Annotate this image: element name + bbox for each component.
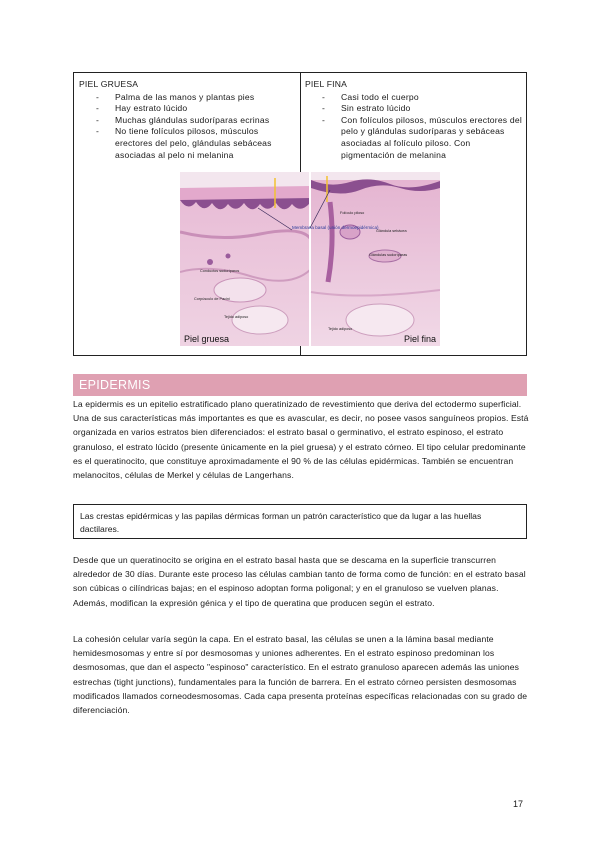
label-sweat-glands: Glándulas sudoríparas (369, 253, 408, 257)
list-item: - Sin estrato lúcido (305, 103, 523, 115)
thin-skin-list (305, 92, 523, 162)
thin-skin-title: PIEL FINA (305, 79, 348, 89)
thick-skin-micrograph (180, 172, 310, 346)
list-item: - Muchas glándulas sudoríparas ecrinas (79, 115, 297, 127)
paragraph-intro: La epidermis es un epitelio estratificado plano queratinizado de revestimiento que deriva del ectodermo superficial. Una de sus características más importantes es que es avascular, es decir, no posee vasos sanguíneos propios. Está organizada en varios estratos bien diferenciados: el estrato basal o germinativo, el estrato espinoso, el estrato granuloso, el estrato lúcido (presente únicamente en la piel gruesa) y el estrato córneo. El tipo celular predominante es el queratinocito, que constituye aproximadamente el 90 % de las células epidérmicas. También se encuentran melanocitos, células de Merkel y células de Langerhans. (73, 399, 529, 481)
thin-skin-micrograph (310, 172, 440, 346)
paragraph-cohesion: La cohesión celular varía según la capa. En el estrato basal, las células se unen a la lámina basal mediante hemidesmosomas y entre sí por desmosomas y uniones adherentes. En el estrato espinoso predominan los desmosomas, que dan el aspecto "espinoso" característico. En el estrato granuloso aparecen además las uniones estrechas (tight junctions), fundamentales para la función de barrera. En el estrato córneo persisten desmosomas modificados llamados corneodesmosomas. Cada capa presenta proteínas específicas relacionadas con su grado de diferenciación. (73, 634, 528, 716)
label-pacini: Corpúsculo de Pacini (194, 297, 230, 301)
section-header (73, 374, 527, 396)
label-hair-follicle: Folículo piloso (340, 211, 365, 215)
label-thick-skin: Piel gruesa (184, 334, 230, 344)
list-item: - Con folículos pilosos, músculos erectores del pelo y glándulas sudoríparas y sebáceas asociadas al folículo piloso. Con pigmentación de melanina (305, 115, 523, 161)
label-sweat-ducts: Conductos sudoríparos (200, 269, 240, 273)
list-item: - Hay estrato lúcido (79, 103, 297, 115)
label-sebaceous: Glándula sebácea (376, 229, 407, 233)
histology-figure (180, 172, 440, 346)
list-item: - Palma de las manos y plantas pies (79, 92, 297, 104)
thick-skin-list (79, 92, 297, 162)
page-number: 17 (513, 799, 524, 809)
paragraph-differentiation: Desde que un queratinocito se origina en el estrato basal hasta que se descama en la superficie transcurren alrededor de 30 días. Durante este proceso las células cambian tanto de forma como de función: en el estrato basal son cúbicas o cilíndricas bajas; en el espinoso adoptan forma poligonal; y en el granuloso se vuelven planas. Además, modifican la expresión génica y el tipo de queratina que producen según el estrato. (73, 555, 526, 608)
label-adipose-right: Tejido adiposo (328, 327, 353, 331)
label-thin-skin: Piel fina (404, 334, 437, 344)
list-item: - No tiene folículos pilosos, músculos erectores del pelo, glándulas sebáceas asociadas al pelo ni melanina (79, 126, 297, 161)
list-item: - Casi todo el cuerpo (305, 92, 523, 104)
thick-skin-column (79, 79, 297, 161)
label-basal-membrane: Membrana basal (unión dermoepidérmica) (292, 225, 379, 230)
fingerprint-note-box: Las crestas epidérmicas y las papilas dérmicas forman un patrón característico que da lugar a las huellas dactilares. (73, 504, 527, 539)
thin-skin-column (305, 79, 523, 161)
label-adipose-left: Tejido adiposo (224, 315, 249, 319)
section-title: EPIDERMIS (79, 378, 151, 392)
thick-skin-title: PIEL GRUESA (79, 79, 139, 89)
